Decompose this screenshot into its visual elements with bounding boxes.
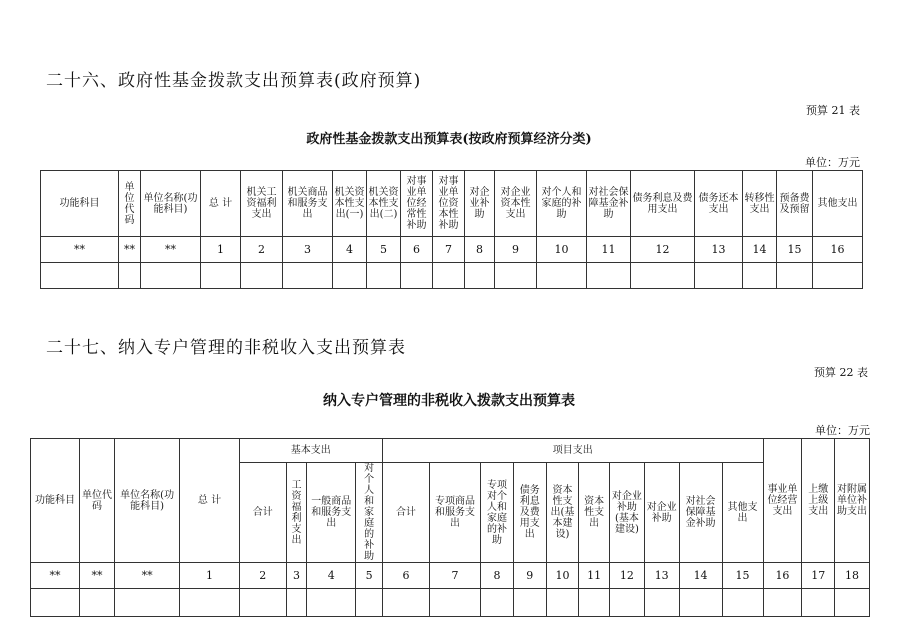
section-heading-27: 二十七、纳入专户管理的非税收入支出预算表 bbox=[46, 338, 406, 358]
index-cell: 9 bbox=[513, 563, 546, 589]
header-cell: 转移性支出 bbox=[743, 171, 777, 237]
header-cell: 对个人和家庭的补助 bbox=[537, 171, 587, 237]
index-cell: 15 bbox=[722, 563, 763, 589]
index-cell: 10 bbox=[546, 563, 579, 589]
header-cell: 单位代码 bbox=[119, 171, 141, 237]
index-cell: 8 bbox=[465, 237, 495, 263]
section-heading-26: 二十六、政府性基金拨款支出预算表(政府预算) bbox=[46, 71, 422, 91]
index-cell: ** bbox=[31, 563, 80, 589]
index-cell: 16 bbox=[763, 563, 802, 589]
index-cell: ** bbox=[80, 563, 115, 589]
header-cell: 合计 bbox=[382, 463, 429, 563]
index-cell: 4 bbox=[307, 563, 356, 589]
header-cell: 机关资本性支出(一) bbox=[333, 171, 367, 237]
index-cell: 1 bbox=[180, 563, 239, 589]
index-cell: 3 bbox=[286, 563, 306, 589]
header-text: 工资福利支出 bbox=[291, 479, 302, 546]
index-cell: 5 bbox=[356, 563, 383, 589]
header-cell: 对社会保障基金补助 bbox=[587, 171, 631, 237]
index-cell: ** bbox=[141, 237, 201, 263]
header-cell: 对事业单位经常性补助 bbox=[401, 171, 433, 237]
index-cell: 13 bbox=[644, 563, 679, 589]
header-cell: 对企业补助 bbox=[644, 463, 679, 563]
header-cell: 对事业单位资本性补助 bbox=[433, 171, 465, 237]
index-cell: 8 bbox=[481, 563, 514, 589]
header-cell bbox=[286, 463, 306, 563]
index-cell: ** bbox=[119, 237, 141, 263]
header-cell: 债务利息及费用支出 bbox=[513, 463, 546, 563]
index-cell: 12 bbox=[610, 563, 645, 589]
header-cell: 功能科目 bbox=[41, 171, 119, 237]
table-title-21: 政府性基金拨款支出预算表(按政府预算经济分类) bbox=[306, 132, 592, 147]
index-cell: 3 bbox=[283, 237, 333, 263]
header-cell: 专项商品和服务支出 bbox=[429, 463, 480, 563]
group-header-basic: 基本支出 bbox=[239, 439, 382, 463]
header-cell: 单位名称(功能科目) bbox=[114, 439, 179, 563]
index-cell: 9 bbox=[495, 237, 537, 263]
header-cell: 债务还本支出 bbox=[695, 171, 743, 237]
header-cell: 对企业资本性支出 bbox=[495, 171, 537, 237]
header-cell: 预备费及预留 bbox=[777, 171, 813, 237]
header-cell: 对社会保障基金补助 bbox=[679, 463, 722, 563]
header-cell: 对企业补助(基本建设) bbox=[610, 463, 645, 563]
unit-label-21: 单位：万元 bbox=[805, 156, 860, 169]
header-cell: 单位代码 bbox=[80, 439, 115, 563]
index-cell: 18 bbox=[835, 563, 870, 589]
header-cell: 对企业补助 bbox=[465, 171, 495, 237]
header-cell: 功能科目 bbox=[31, 439, 80, 563]
index-cell: 11 bbox=[587, 237, 631, 263]
header-cell: 机关资本性支出(二) bbox=[367, 171, 401, 237]
index-cell: 12 bbox=[631, 237, 695, 263]
index-cell: 16 bbox=[813, 237, 863, 263]
index-cell: 13 bbox=[695, 237, 743, 263]
table-number-22: 预算 22 表 bbox=[814, 366, 868, 379]
index-row bbox=[31, 563, 870, 589]
header-cell: 机关商品和服务支出 bbox=[283, 171, 333, 237]
budget-table-22 bbox=[30, 438, 870, 617]
index-cell: ** bbox=[41, 237, 119, 263]
index-cell: 6 bbox=[382, 563, 429, 589]
unit-label-22: 单位：万元 bbox=[815, 424, 870, 437]
header-cell: 资本性支出 bbox=[579, 463, 610, 563]
index-cell: 17 bbox=[802, 563, 835, 589]
header-cell: 一般商品和服务支出 bbox=[307, 463, 356, 563]
index-cell: 10 bbox=[537, 237, 587, 263]
index-cell: 11 bbox=[579, 563, 610, 589]
header-cell: 合计 bbox=[239, 463, 286, 563]
header-cell: 事业单位经营支出 bbox=[763, 439, 802, 563]
header-cell: 资本性支出(基本建设) bbox=[546, 463, 579, 563]
budget-table-21 bbox=[40, 170, 863, 289]
index-cell: 7 bbox=[433, 237, 465, 263]
header-row bbox=[41, 171, 863, 237]
header-cell: 上缴上级支出 bbox=[802, 439, 835, 563]
index-cell: 2 bbox=[239, 563, 286, 589]
header-cell: 其他支出 bbox=[813, 171, 863, 237]
header-cell bbox=[356, 463, 383, 563]
table-title-22: 纳入专户管理的非税收入拨款支出预算表 bbox=[323, 393, 575, 409]
header-text: 对个人和家庭的补助 bbox=[364, 463, 375, 562]
index-cell: 6 bbox=[401, 237, 433, 263]
index-cell: 7 bbox=[429, 563, 480, 589]
header-cell: 债务利息及费用支出 bbox=[631, 171, 695, 237]
header-cell: 机关工资福利支出 bbox=[241, 171, 283, 237]
group-header-project: 项目支出 bbox=[382, 439, 763, 463]
index-cell: 14 bbox=[743, 237, 777, 263]
header-cell: 单位名称(功能科目) bbox=[141, 171, 201, 237]
index-cell: 14 bbox=[679, 563, 722, 589]
index-cell: 4 bbox=[333, 237, 367, 263]
header-cell: 总 计 bbox=[201, 171, 241, 237]
group-header-row bbox=[31, 439, 870, 463]
index-row bbox=[41, 237, 863, 263]
header-cell: 总 计 bbox=[180, 439, 239, 563]
header-cell: 其他支出 bbox=[722, 463, 763, 563]
index-cell: 5 bbox=[367, 237, 401, 263]
header-cell: 对附属单位补助支出 bbox=[835, 439, 870, 563]
index-cell: 1 bbox=[201, 237, 241, 263]
index-cell: ** bbox=[114, 563, 179, 589]
index-cell: 15 bbox=[777, 237, 813, 263]
empty-data-row bbox=[41, 263, 863, 289]
index-cell: 2 bbox=[241, 237, 283, 263]
table-number-21: 预算 21 表 bbox=[806, 104, 860, 117]
empty-data-row bbox=[31, 589, 870, 617]
header-cell: 专项对个人和家庭的补助 bbox=[481, 463, 514, 563]
